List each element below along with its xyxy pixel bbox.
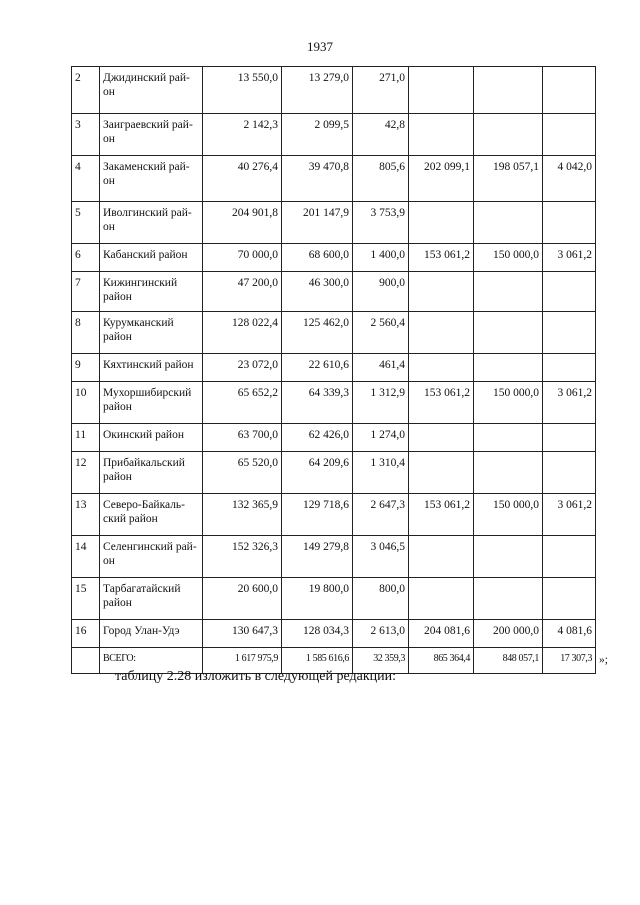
amount-cell — [409, 578, 474, 620]
amount-cell — [474, 272, 543, 312]
amount-cell — [474, 202, 543, 244]
amount-cell: 1 400,0 — [353, 244, 409, 272]
amount-cell: 32 359,3 — [353, 648, 409, 674]
amount-cell — [474, 67, 543, 114]
amount-cell: 2 560,4 — [353, 312, 409, 354]
amount-cell — [409, 114, 474, 156]
row-number-cell: 12 — [72, 452, 100, 494]
instruction-paragraph: таблицу 2.28 изложить в следующей редакции: — [115, 669, 397, 684]
amount-cell — [543, 202, 596, 244]
district-name-cell: Иволгинский рай- он — [100, 202, 203, 244]
amount-cell: 40 276,4 — [203, 156, 282, 202]
row-number-cell: 11 — [72, 424, 100, 452]
page-number: 1937 — [307, 39, 333, 54]
amount-cell — [474, 578, 543, 620]
amount-cell: 805,6 — [353, 156, 409, 202]
district-name-cell: Тарбагатайский район — [100, 578, 203, 620]
amount-cell: 204 901,8 — [203, 202, 282, 244]
amount-cell — [409, 536, 474, 578]
district-name-cell: Курумканский район — [100, 312, 203, 354]
amount-cell — [409, 452, 474, 494]
amount-cell: 20 600,0 — [203, 578, 282, 620]
amount-cell: 153 061,2 — [409, 382, 474, 424]
amount-cell — [474, 354, 543, 382]
amount-cell: 3 061,2 — [543, 494, 596, 536]
amount-cell: 4 081,6 — [543, 620, 596, 648]
amount-cell: 129 718,6 — [282, 494, 353, 536]
amount-cell: 2 613,0 — [353, 620, 409, 648]
table-row — [72, 114, 596, 156]
table-row — [72, 424, 596, 452]
amount-cell: 64 339,3 — [282, 382, 353, 424]
row-number-cell: 4 — [72, 156, 100, 202]
row-number-cell: 3 — [72, 114, 100, 156]
amount-cell — [409, 272, 474, 312]
table-row — [72, 494, 596, 536]
row-number-cell: 7 — [72, 272, 100, 312]
amount-cell: 1 312,9 — [353, 382, 409, 424]
amount-cell: 39 470,8 — [282, 156, 353, 202]
amount-cell: 202 099,1 — [409, 156, 474, 202]
amount-cell: 13 550,0 — [203, 67, 282, 114]
amount-cell: 2 099,5 — [282, 114, 353, 156]
amount-cell: 62 426,0 — [282, 424, 353, 452]
amount-cell — [543, 536, 596, 578]
amount-cell: 198 057,1 — [474, 156, 543, 202]
amount-cell: 4 042,0 — [543, 156, 596, 202]
district-name-cell: Джидинский рай- он — [100, 67, 203, 114]
amount-cell: 1 585 616,6 — [282, 648, 353, 674]
amount-cell: 63 700,0 — [203, 424, 282, 452]
amount-cell — [543, 67, 596, 114]
amount-cell — [543, 312, 596, 354]
row-number-cell: 14 — [72, 536, 100, 578]
budget-table — [71, 66, 596, 674]
amount-cell — [409, 354, 474, 382]
amount-cell: 150 000,0 — [474, 494, 543, 536]
amount-cell: 2 647,3 — [353, 494, 409, 536]
table-row — [72, 578, 596, 620]
table-row — [72, 67, 596, 114]
row-number-cell: 9 — [72, 354, 100, 382]
amount-cell: 3 061,2 — [543, 382, 596, 424]
amount-cell: 153 061,2 — [409, 494, 474, 536]
amount-cell: 46 300,0 — [282, 272, 353, 312]
district-name-cell: Прибайкальский район — [100, 452, 203, 494]
district-name-cell: Кабанский район — [100, 244, 203, 272]
row-number-cell: 5 — [72, 202, 100, 244]
amount-cell: 125 462,0 — [282, 312, 353, 354]
amount-cell — [543, 578, 596, 620]
amount-cell — [474, 536, 543, 578]
amount-cell: 128 034,3 — [282, 620, 353, 648]
amount-cell — [543, 272, 596, 312]
district-name-cell: Северо-Байкаль- ский район — [100, 494, 203, 536]
district-name-cell: Кяхтинский район — [100, 354, 203, 382]
amount-cell: 152 326,3 — [203, 536, 282, 578]
table-row — [72, 312, 596, 354]
amount-cell: 13 279,0 — [282, 67, 353, 114]
amount-cell: 68 600,0 — [282, 244, 353, 272]
amount-cell: 64 209,6 — [282, 452, 353, 494]
table-row — [72, 156, 596, 202]
amount-cell — [474, 114, 543, 156]
amount-cell — [543, 452, 596, 494]
table-row — [72, 244, 596, 272]
row-number-cell: 13 — [72, 494, 100, 536]
amount-cell: 128 022,4 — [203, 312, 282, 354]
amount-cell: 2 142,3 — [203, 114, 282, 156]
district-name-cell: Кижингинский район — [100, 272, 203, 312]
amount-cell: 1 310,4 — [353, 452, 409, 494]
amount-cell: 65 520,0 — [203, 452, 282, 494]
table-row — [72, 620, 596, 648]
amount-cell: 800,0 — [353, 578, 409, 620]
amount-cell: 3 046,5 — [353, 536, 409, 578]
amount-cell: 150 000,0 — [474, 382, 543, 424]
row-number-cell: 10 — [72, 382, 100, 424]
row-number-cell: 16 — [72, 620, 100, 648]
amount-cell — [474, 424, 543, 452]
amount-cell — [474, 312, 543, 354]
amount-cell: 130 647,3 — [203, 620, 282, 648]
row-number-cell: 6 — [72, 244, 100, 272]
table-row — [72, 272, 596, 312]
table-row — [72, 536, 596, 578]
row-number-cell — [72, 648, 100, 674]
district-name-cell: Закаменский рай- он — [100, 156, 203, 202]
district-name-cell: Окинский район — [100, 424, 203, 452]
amount-cell: 271,0 — [353, 67, 409, 114]
closing-quote-mark: »; — [599, 653, 608, 666]
table-row — [72, 382, 596, 424]
district-name-cell: ВСЕГО: — [100, 648, 203, 674]
amount-cell: 70 000,0 — [203, 244, 282, 272]
district-name-cell: Селенгинский рай- он — [100, 536, 203, 578]
row-number-cell: 15 — [72, 578, 100, 620]
amount-cell: 3 061,2 — [543, 244, 596, 272]
amount-cell — [543, 424, 596, 452]
amount-cell: 47 200,0 — [203, 272, 282, 312]
amount-cell — [543, 354, 596, 382]
table-row — [72, 354, 596, 382]
amount-cell — [474, 452, 543, 494]
row-number-cell: 2 — [72, 67, 100, 114]
amount-cell: 848 057,1 — [474, 648, 543, 674]
amount-cell: 865 364,4 — [409, 648, 474, 674]
amount-cell — [409, 312, 474, 354]
district-name-cell: Заиграевский рай- он — [100, 114, 203, 156]
amount-cell: 42,8 — [353, 114, 409, 156]
table-body — [72, 67, 596, 674]
district-name-cell: Город Улан-Удэ — [100, 620, 203, 648]
amount-cell: 150 000,0 — [474, 244, 543, 272]
amount-cell: 22 610,6 — [282, 354, 353, 382]
amount-cell: 149 279,8 — [282, 536, 353, 578]
amount-cell — [409, 202, 474, 244]
amount-cell: 204 081,6 — [409, 620, 474, 648]
district-name-cell: Мухоршибирский район — [100, 382, 203, 424]
amount-cell: 3 753,9 — [353, 202, 409, 244]
amount-cell: 200 000,0 — [474, 620, 543, 648]
table-row — [72, 452, 596, 494]
amount-cell: 1 617 975,9 — [203, 648, 282, 674]
amount-cell: 132 365,9 — [203, 494, 282, 536]
amount-cell: 65 652,2 — [203, 382, 282, 424]
amount-cell — [409, 67, 474, 114]
amount-cell: 17 307,3 — [543, 648, 596, 674]
amount-cell: 23 072,0 — [203, 354, 282, 382]
amount-cell — [409, 424, 474, 452]
amount-cell: 19 800,0 — [282, 578, 353, 620]
amount-cell: 153 061,2 — [409, 244, 474, 272]
amount-cell: 900,0 — [353, 272, 409, 312]
amount-cell: 461,4 — [353, 354, 409, 382]
row-number-cell: 8 — [72, 312, 100, 354]
amount-cell — [543, 114, 596, 156]
table-row — [72, 202, 596, 244]
amount-cell: 201 147,9 — [282, 202, 353, 244]
amount-cell: 1 274,0 — [353, 424, 409, 452]
